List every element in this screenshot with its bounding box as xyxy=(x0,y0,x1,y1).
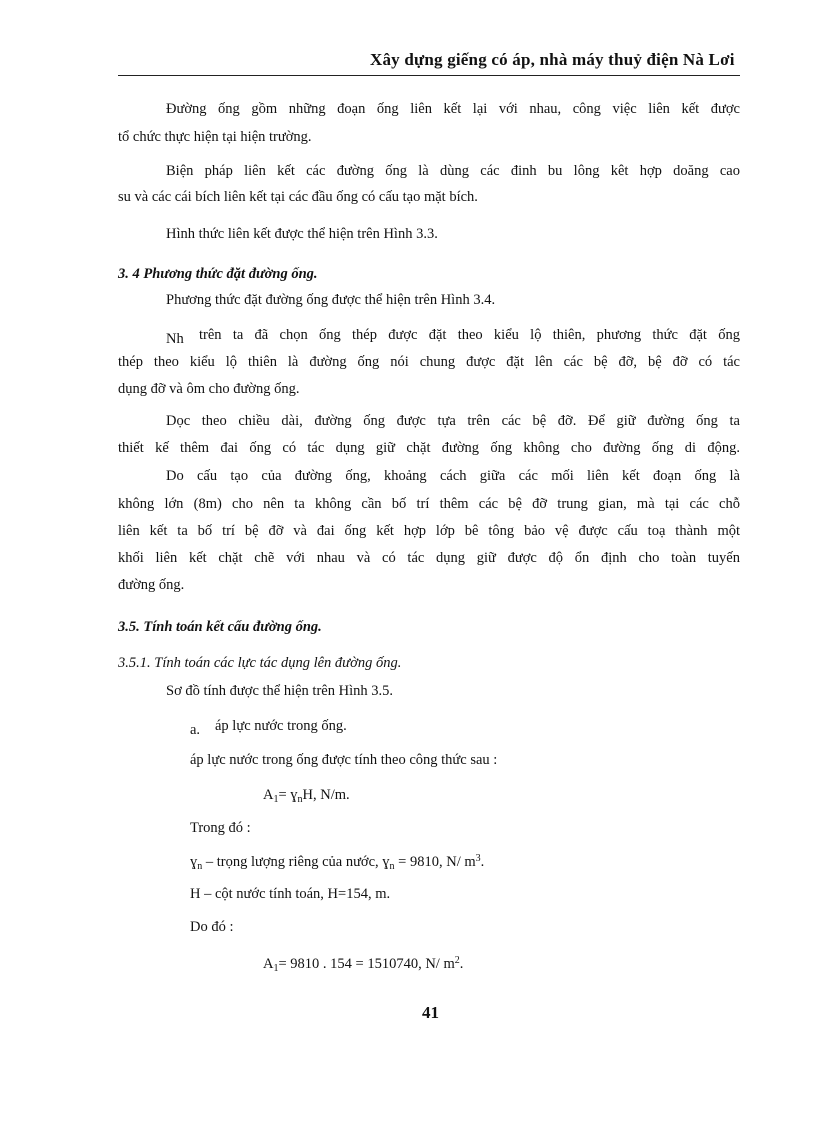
paragraph-line: Do đó : xyxy=(190,919,234,935)
paragraph-line: Do cấu tạo của đường ống, khoảng cách giữa các mối liên kết đoạn ống là xyxy=(166,468,740,484)
definition-unit-weight: ɣ$_n$ – trọng lượng riêng của nước, ɣ$_n$ = 9810, N/ $m^3$. xyxy=(190,853,485,872)
paragraph-line: Trong đó : xyxy=(190,820,251,836)
paragraph-line: không lớn (8m) cho nên ta không cần bố trí thêm các bệ đỡ trung gian, mà tại các chỗ xyxy=(118,496,740,512)
section-heading: 3.5. Tính toán kết cấu đường ống. xyxy=(118,619,322,635)
paragraph-fragment: Nh xyxy=(166,331,184,347)
paragraph-line: Sơ đồ tính được thể hiện trên Hình 3.5. xyxy=(166,683,393,699)
section-heading: 3. 4 Phương thức đặt đường ống. xyxy=(118,266,318,282)
paragraph-line: dụng đỡ và ôm cho đường ống. xyxy=(118,381,300,397)
paragraph-line: Biện pháp liên kết các đường ống là dùng các đinh bu lông kêt hợp doăng cao xyxy=(166,163,740,179)
paragraph-line: Đường ống gồm những đoạn ống liên kết lại với nhau, công việc liên kết được xyxy=(166,101,740,117)
formula-pressure: $A_1=$ ɣ$_n$H, N/m. xyxy=(263,787,350,805)
paragraph-line: su và các cái bích liên kết tại các đầu ống có cấu tạo mặt bích. xyxy=(118,189,478,205)
formula-result: $A_1= 9810$ . 154 = 1510740, N/ $m^2$. xyxy=(263,955,464,974)
paragraph-line: đường ống. xyxy=(118,577,185,593)
paragraph-line: Hình thức liên kết được thể hiện trên Hình 3.3. xyxy=(166,226,438,242)
running-header-title: Xây dựng giếng có áp, nhà máy thuỷ điện Nà Lơi xyxy=(370,50,735,69)
paragraph-line: khối liên kết chặt chẽ với nhau và có tác dụng giữ được độ ổn định cho toàn tuyến xyxy=(118,550,740,566)
definition-head: H – cột nước tính toán, H=154, m. xyxy=(190,886,391,902)
paragraph-line: thép theo kiểu lộ thiên là đường ống nói chung được đặt lên các bệ đỡ, bệ đỡ có tác xyxy=(118,354,740,370)
header-rule xyxy=(118,75,740,76)
paragraph-line: trên ta đã chọn ống thép được đặt theo kiểu lộ thiên, phương thức đặt ống xyxy=(199,327,740,343)
subsection-heading: 3.5.1. Tính toán các lực tác dụng lên đường ống. xyxy=(118,655,402,671)
page-number: 41 xyxy=(422,1003,439,1022)
paragraph-line: tổ chức thực hiện tại hiện trường. xyxy=(118,129,312,145)
paragraph-line: Dọc theo chiều dài, đường ống được tựa trên các bệ đỡ. Để giữ đường ống ta xyxy=(166,413,740,429)
list-item-text: áp lực nước trong ống. xyxy=(215,718,347,734)
list-item-label: a. xyxy=(190,722,201,738)
paragraph-line: liên kết ta bố trí bệ đỡ và đai ống kết hợp lớp bê tông bảo vệ được cấu toạ thành một xyxy=(118,523,740,539)
paragraph-line: áp lực nước trong ống được tính theo công thức sau : xyxy=(190,752,498,768)
paragraph-line: Phương thức đặt đường ống được thể hiện trên Hình 3.4. xyxy=(166,292,496,308)
paragraph-line: thiết kế thêm đai ống có tác dụng giữ chặt đường ống không cho đường ống di động. xyxy=(118,440,740,456)
